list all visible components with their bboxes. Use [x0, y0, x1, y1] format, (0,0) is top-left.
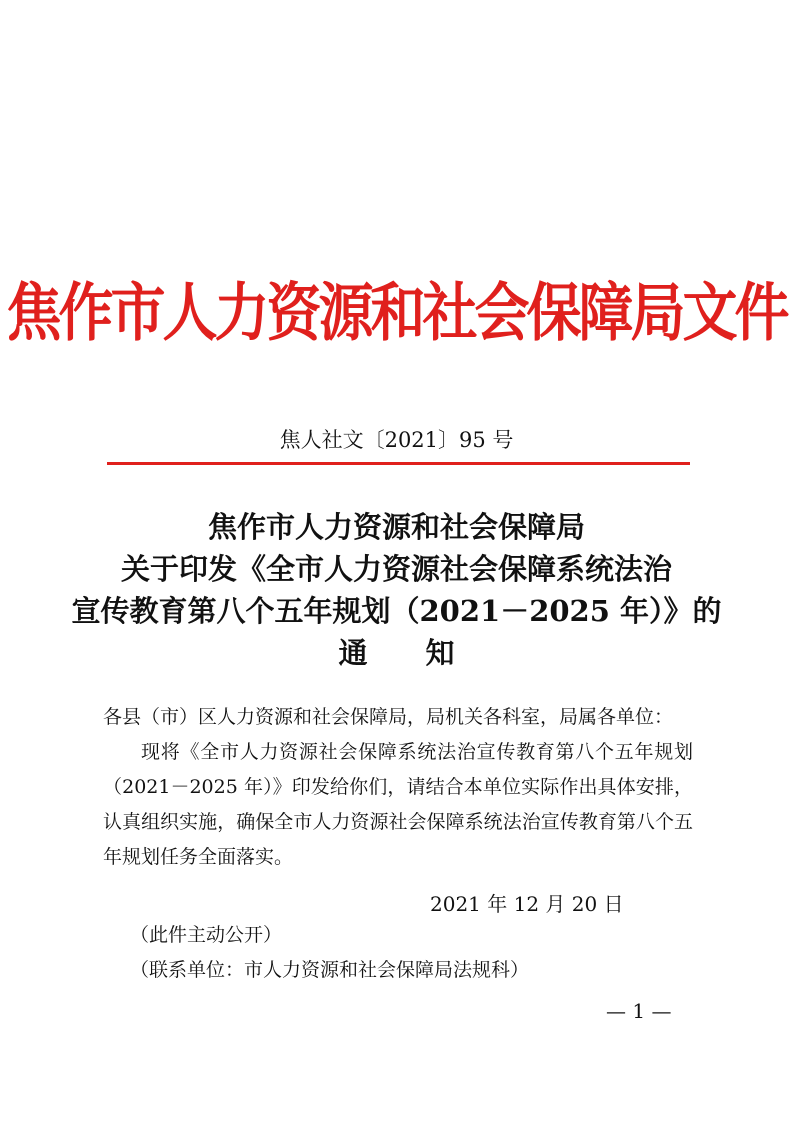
- body-paragraph: 现将《全市人力资源社会保障系统法治宣传教育第八个五年规划（2021－2025 年）》印发给你们，请结合本单位实际作出具体安排，认真组织实施，确保全市人力资源社会保障系统法治宣传教育第八个五年规划任务全面落实。: [103, 741, 693, 868]
- disclosure-note: （此件主动公开）: [130, 924, 283, 946]
- masthead-title: 焦作市人力资源和社会保障局文件: [6, 275, 787, 350]
- notice-title: [0, 506, 793, 674]
- title-line-4: 通知: [338, 636, 513, 670]
- title-line-3: 宣传教育第八个五年规划（2021－2025 年）》的: [71, 594, 722, 628]
- document-number: 焦人社文〔2021〕95 号: [279, 428, 514, 452]
- salutation: 各县（市）区人力资源和社会保障局，局机关各科室，局属各单位：: [103, 706, 674, 728]
- notice-body: [103, 700, 693, 875]
- title-line-2: 关于印发《全市人力资源社会保障系统法治: [120, 552, 672, 586]
- page-number: — 1 —: [606, 999, 672, 1023]
- contact-note: （联系单位：市人力资源和社会保障局法规科）: [130, 959, 530, 981]
- red-divider-line: [107, 462, 690, 465]
- title-line-1: 焦作市人力资源和社会保障局: [207, 510, 585, 544]
- issue-date: 2021 年 12 月 20 日: [430, 892, 624, 916]
